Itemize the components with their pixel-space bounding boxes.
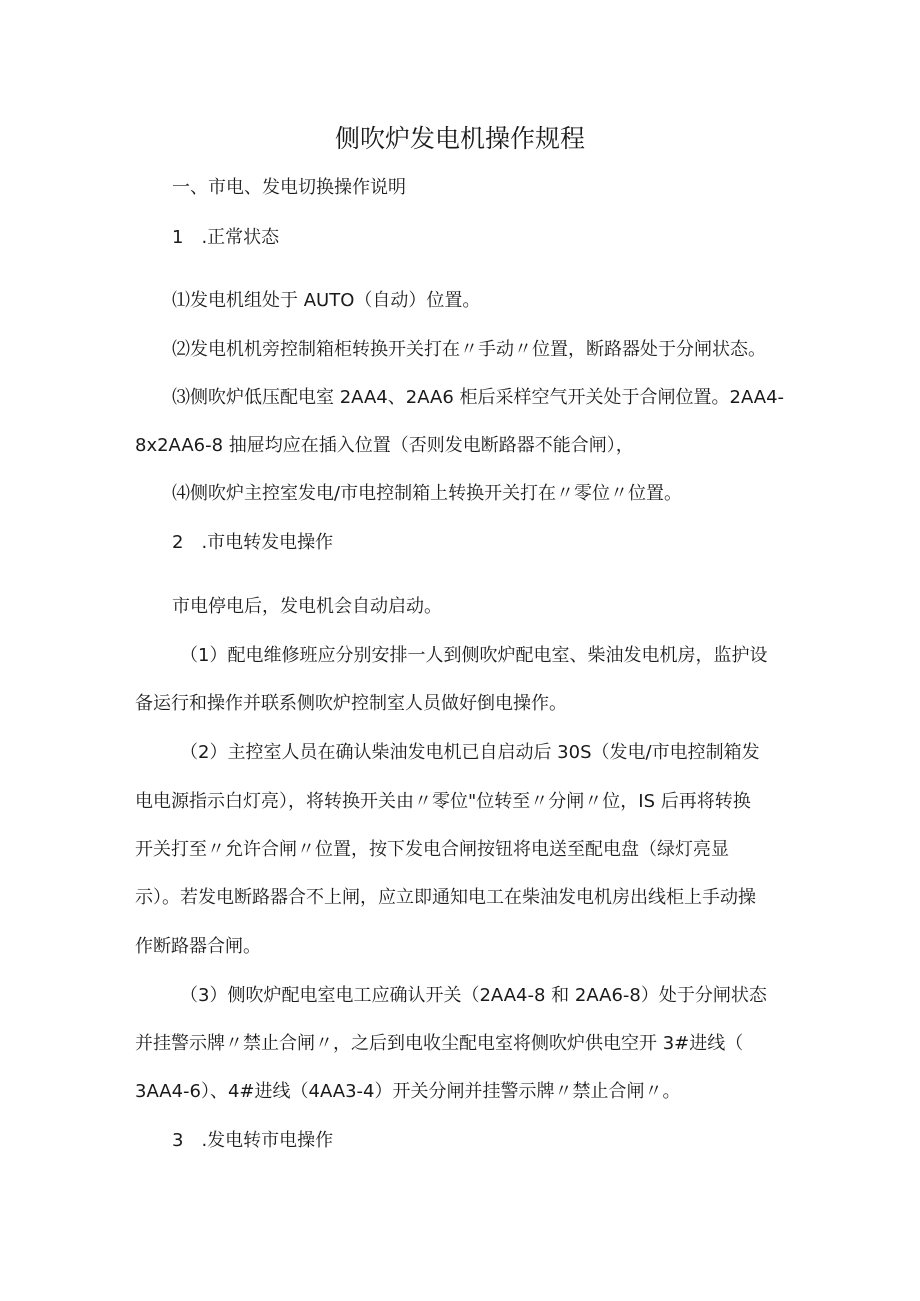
paragraph: 3AA4-6）、4#进线（4AA3-4）开关分闸并挂警示牌〃禁止合闸〃。 — [135, 1081, 681, 1102]
list-item-continuation: 8x2AA6-8 抽屉均应在插入位置（否则发电断路器不能合闸）， — [135, 435, 634, 456]
paragraph: （2）主控室人员在确认柴油发电机已自启动后 30S（发电/市电控制箱发 — [180, 742, 760, 763]
paragraph: 作断路器合闸。 — [135, 936, 261, 957]
list-item: ⑶侧吹炉低压配电室 2AA4、2AA6 柜后采样空气开关处于合闸位置。2AA4- — [172, 387, 785, 408]
subheading-generator-to-grid: 3 .发电转市电操作 — [172, 1130, 334, 1151]
paragraph: 电电源指示白灯亮），将转换开关由〃零位"位转至〃分闸〃位，IS 后再将转换 — [135, 791, 751, 812]
paragraph: 开关打至〃允许合闸〃位置，按下发电合闸按钮将电送至配电盘（绿灯亮显 — [135, 839, 729, 860]
list-item: ⑴发电机组处于 AUTO（自动）位置。 — [172, 290, 481, 311]
subheading-normal-state: 1 .正常状态 — [172, 227, 280, 248]
paragraph: 并挂警示牌〃禁止合闸〃，之后到电收尘配电室将侧吹炉供电空开 3#进线（ — [135, 1033, 744, 1054]
document-title: 侧吹炉发电机操作规程 — [334, 124, 585, 153]
subheading-grid-to-generator: 2 .市电转发电操作 — [172, 532, 334, 553]
paragraph: （1）配电维修班应分别安排一人到侧吹炉配电室、柴油发电机房，监护设 — [180, 645, 768, 666]
paragraph: 备运行和操作并联系侧吹炉控制室人员做好倒电操作。 — [135, 693, 567, 714]
list-item: ⑵发电机机旁控制箱柜转换开关打在〃手动〃位置，断路器处于分闸状态。 — [172, 339, 766, 360]
paragraph: （3）侧吹炉配电室电工应确认开关（2AA4-8 和 2AA6-8）处于分闸状态 — [180, 985, 767, 1006]
list-item: ⑷侧吹炉主控室发电/市电控制箱上转换开关打在〃零位〃位置。 — [172, 483, 683, 504]
section-heading-1: 一、市电、发电切换操作说明 — [172, 177, 406, 198]
paragraph: 市电停电后，发电机会自动启动。 — [172, 596, 442, 617]
paragraph: 示）。若发电断路器合不上闸，应立即通知电工在柴油发电机房出线柜上手动操 — [135, 887, 756, 908]
